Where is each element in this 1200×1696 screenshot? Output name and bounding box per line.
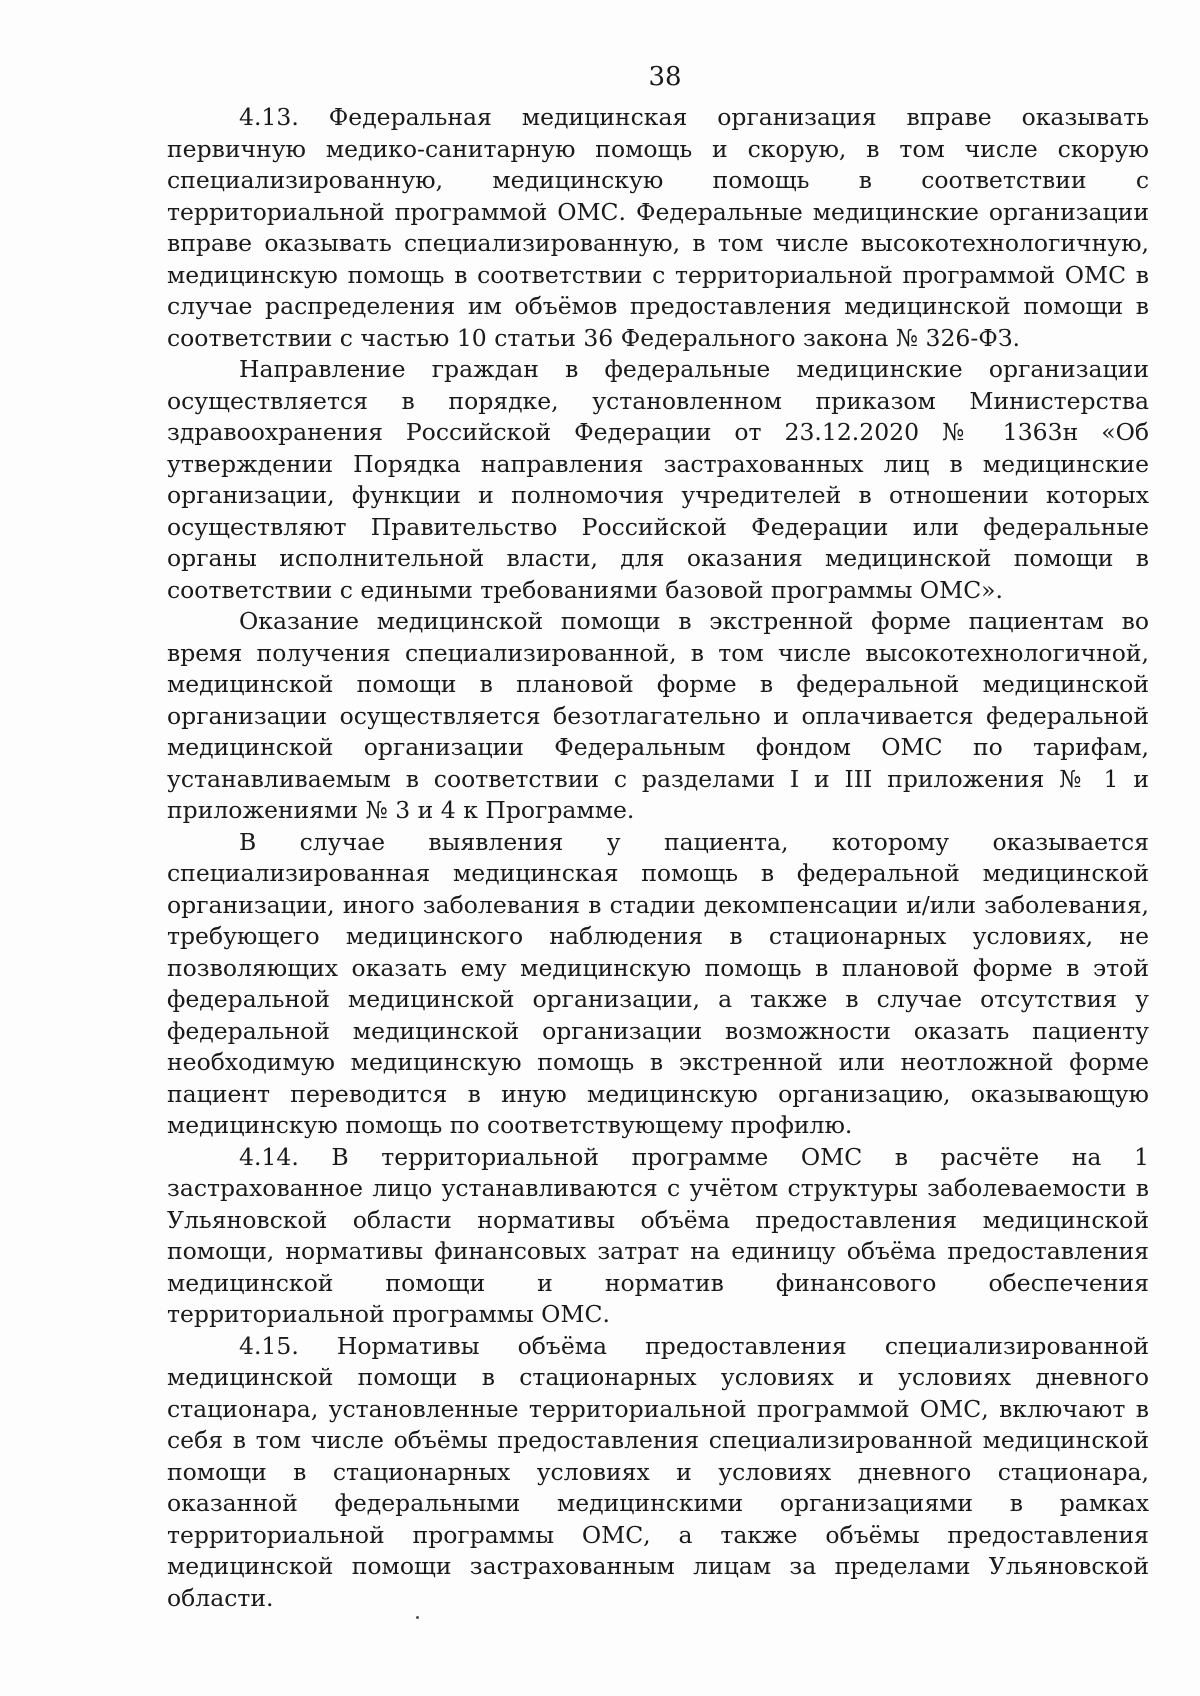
paragraph-4-15: 4.15. Нормативы объёма предоставления специализированной медицинской помощи в стационарных условиях и условиях дневного стационара, установленные территориальной программой ОМС, включают в себя в том числе объёмы предоставления специализированной медицинской помощи в стационарных условиях и условиях дневного стационара, оказанной федеральными медицинскими организациями в рамках территориальной программы ОМС, а также объёмы предоставления медицинской помощи застрахованным лицам за пределами Ульяновской области. (167, 1331, 1149, 1612)
paragraph-4-13: 4.13. Федеральная медицинская организация вправе оказывать первичную медико-санитарную помощь и скорую, в том числе скорую специализированную, медицинскую помощь в соответствии с территориальной программой ОМС. Федеральные медицинские организации вправе оказывать специализированную, в том числе высокотехнологичную, медицинскую помощь в соответствии с территориальной программой ОМС в случае распределения им объёмов предоставления медицинской помощи в соответствии с частью 10 статьи 36 Федерального закона № 326-ФЗ. (167, 103, 1149, 352)
paragraph-emergency-care: Оказание медицинской помощи в экстренной форме пациентам во время получения специализированной, в том числе высокотехнологичной, медицинской помощи в плановой форме в федеральной медицинской организации осуществляется безотлагательно и оплачивается федеральной медицинской организации Федеральным фондом ОМС по тарифам, устанавливаемым в соответствии с разделами I и III приложения № 1 и приложениями № 3 и 4 к Программе. (167, 607, 1149, 824)
document-body (167, 102, 1149, 1614)
paragraph-referral: Направление граждан в федеральные медицинские организации осуществляется в порядке, установленном приказом Министерства здравоохранения Российской Федерации от 23.12.2020 № 1363н «Об утверждении Порядка направления застрахованных лиц в медицинские организации, функции и полномочия учредителей в отношении которых осуществляют Правительство Российской Федерации или федеральные органы исполнительной власти, для оказания медицинской помощи в соответствии с едиными требованиями базовой программы ОМС». (167, 355, 1149, 604)
paragraph-4-14: 4.14. В территориальной программе ОМС в расчёте на 1 застрахованное лицо устанавливаются с учётом структуры заболеваемости в Ульяновской области нормативы объёма предоставления медицинской помощи, нормативы финансовых затрат на единицу объёма предоставления медицинской помощи и норматив финансового обеспечения территориальной программы ОМС. (167, 1142, 1149, 1328)
paragraph-patient-transfer: В случае выявления у пациента, которому оказывается специализированная медицинская помощь в федеральной медицинской организации, иного заболевания в стадии декомпенсации и/или заболевания, требующего медицинского наблюдения в стационарных условиях, не позволяющих оказать ему медицинскую помощь в плановой форме в этой федеральной медицинской организации, а также в случае отсутствия у федеральной медицинской организации возможности оказать пациенту необходимую медицинскую помощь в экстренной или неотложной форме пациент переводится в иную медицинскую организацию, оказывающую медицинскую помощь по соответствующему профилю. (167, 827, 1149, 1139)
scan-speck (416, 1616, 419, 1619)
page-number: 38 (648, 62, 682, 92)
